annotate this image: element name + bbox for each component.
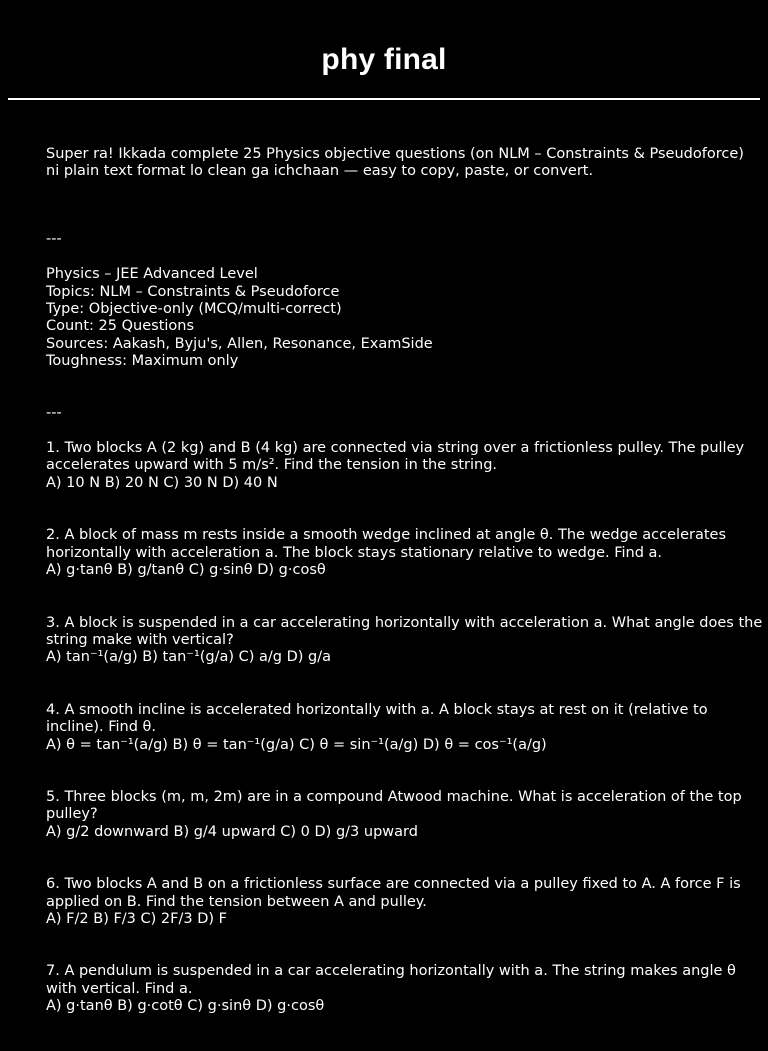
intro-paragraph xyxy=(46,146,744,181)
question-text: 4. A smooth incline is accelerated horizontally with a. A block stays at rest on it (relative to xyxy=(46,701,708,718)
question-options: A) θ = tan⁻¹(a/g) B) θ = tan⁻¹(g/a) C) θ = sin⁻¹(a/g) D) θ = cos⁻¹(a/g) xyxy=(46,736,547,753)
meta-toughness: Toughness: Maximum only xyxy=(46,353,239,370)
title-divider xyxy=(8,98,760,100)
page-title: phy final xyxy=(321,43,447,76)
meta-count: Count: 25 Questions xyxy=(46,318,195,335)
question-text: horizontally with acceleration a. The block stays stationary relative to wedge. Find a. xyxy=(46,544,663,561)
question-item xyxy=(46,527,732,579)
intro-line: ni plain text format lo clean ga ichchaan — easy to copy, paste, or convert. xyxy=(46,163,594,180)
meta-info xyxy=(46,266,732,370)
question-item xyxy=(46,614,763,667)
page-header xyxy=(0,0,768,99)
document-body xyxy=(46,146,763,1051)
question-text: with vertical. Find a. xyxy=(46,980,193,997)
question-text: 1. Two blocks A (2 kg) and B (4 kg) are connected via string over a frictionless pulley. The pulley xyxy=(46,440,745,457)
question-options: A) tan⁻¹(a/g) B) tan⁻¹(g/a) C) a/g D) g/a xyxy=(46,649,332,666)
question-text: pulley? xyxy=(46,806,98,823)
question-text: applied on B. Find the tension between A and pulley. xyxy=(46,893,427,910)
question-text: string make with vertical? xyxy=(46,631,234,648)
section-separator: --- xyxy=(46,230,62,247)
question-options: A) 10 N B) 20 N C) 30 N D) 40 N xyxy=(46,474,278,491)
question-item xyxy=(46,702,732,754)
question-text: 3. A block is suspended in a car accelerating horizontally with acceleration a. What angle does the xyxy=(46,614,763,631)
meta-topics: Topics: NLM – Constraints & Pseudoforce xyxy=(46,283,340,300)
meta-subject: Physics – JEE Advanced Level xyxy=(46,266,258,283)
question-options: A) g·tanθ B) g/tanθ C) g·sinθ D) g·cosθ xyxy=(46,562,326,579)
question-item xyxy=(46,440,745,492)
meta-type: Type: Objective-only (MCQ/multi-correct) xyxy=(46,301,342,318)
question-item xyxy=(46,963,736,1015)
question-options: A) F/2 B) F/3 C) 2F/3 D) F xyxy=(46,910,227,927)
question-item xyxy=(46,788,742,841)
question-options: A) g·tanθ B) g·cotθ C) g·sinθ D) g·cosθ xyxy=(46,998,325,1015)
question-options: A) g/2 downward B) g/4 upward C) 0 D) g/3 upward xyxy=(46,823,418,840)
section-separator: --- xyxy=(46,404,62,421)
question-text: accelerates upward with 5 m/s². Find the tension in the string. xyxy=(46,457,498,474)
question-text: 2. A block of mass m rests inside a smooth wedge inclined at angle θ. The wedge accelerates xyxy=(46,527,727,544)
question-text: incline). Find θ. xyxy=(46,719,157,736)
question-text: 7. A pendulum is suspended in a car accelerating horizontally with a. The string makes angle θ xyxy=(46,963,736,980)
question-text: 5. Three blocks (m, m, 2m) are in a compound Atwood machine. What is acceleration of the top xyxy=(46,788,742,805)
question-item xyxy=(46,876,741,928)
question-text: 6. Two blocks A and B on a frictionless surface are connected via a pulley fixed to A. A force F is xyxy=(46,876,741,893)
meta-sources: Sources: Aakash, Byju's, Allen, Resonance, ExamSide xyxy=(46,335,433,352)
intro-line: Super ra! Ikkada complete 25 Physics objective questions (on NLM – Constraints & Pseudoforce) xyxy=(46,146,744,162)
